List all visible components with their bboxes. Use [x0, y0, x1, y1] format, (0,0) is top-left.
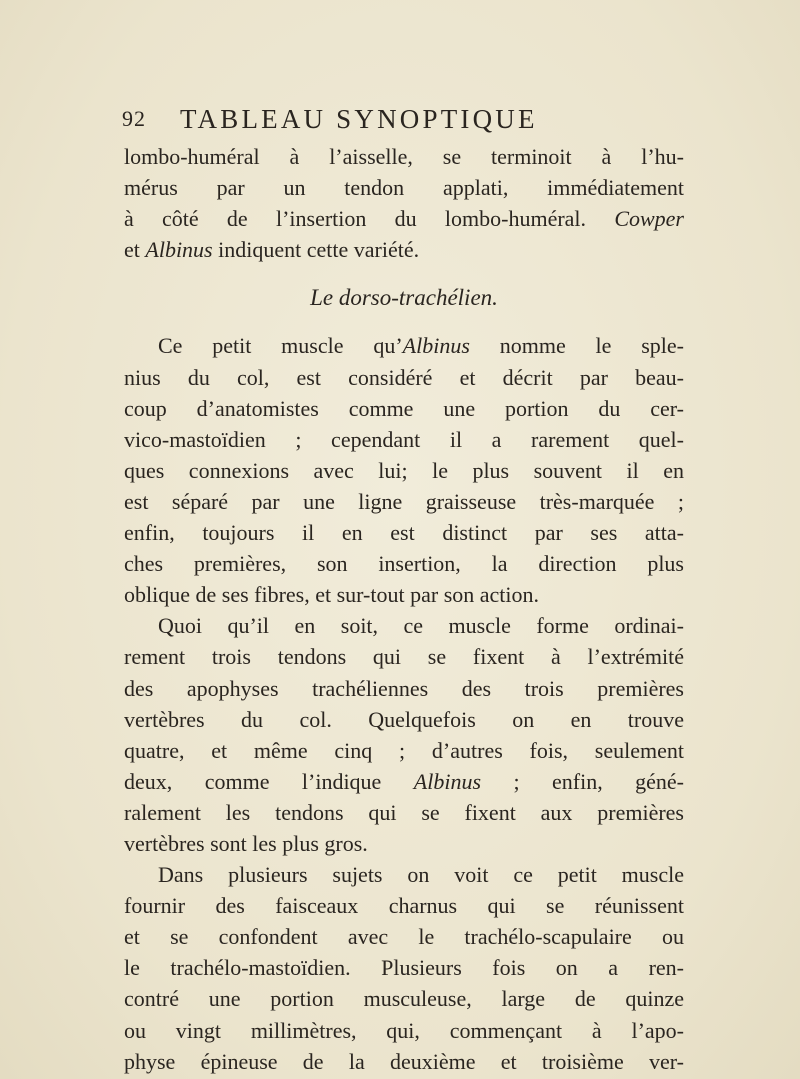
text-line: Quoi qu’il en soit, ce muscle forme ordinai-	[158, 613, 684, 639]
text-line: des apophyses trachéliennes des trois premières	[124, 675, 684, 701]
text-line: ches premières, son insertion, la direction plus	[124, 551, 684, 577]
page-header	[122, 104, 682, 140]
text-line: vertèbres du col. Quelquefois on en trouve	[124, 706, 684, 732]
text-line: oblique de ses fibres, et sur-tout par son action.	[124, 582, 540, 608]
text-line: quatre, et même cinq ; d’autres fois, seulement	[124, 737, 684, 763]
section-heading: Le dorso-trachélien.	[310, 285, 498, 311]
text-line: vertèbres sont les plus gros.	[124, 830, 368, 856]
text-line: est séparé par une ligne graisseuse très-marquée ;	[124, 488, 684, 514]
text-line: et Albinus indiquent cette variété.	[124, 237, 420, 263]
text-line: ralement les tendons qui se fixent aux premières	[124, 799, 684, 825]
text-line: le trachélo-mastoïdien. Plusieurs fois on a ren-	[124, 955, 684, 981]
text-line: à côté de l’insertion du lombo-huméral. Cowper	[124, 206, 684, 232]
body-text	[124, 141, 684, 1077]
text-line: physe épineuse de la deuxième et troisième ver-	[124, 1048, 684, 1074]
text-line: contré une portion musculeuse, large de quinze	[124, 986, 684, 1012]
text-line: enfin, toujours il en est distinct par ses atta-	[124, 520, 684, 546]
text-line: fournir des faisceaux charnus qui se réunissent	[124, 893, 684, 919]
text-line: Ce petit muscle qu’Albinus nomme le sple-	[158, 333, 684, 359]
running-title: TABLEAU SYNOPTIQUE	[180, 104, 538, 134]
text-line: deux, comme l’indique Albinus ; enfin, géné-	[124, 768, 685, 794]
text-line: coup d’anatomistes comme une portion du cer-	[124, 395, 684, 421]
page-number: 92	[122, 106, 146, 131]
text-line: mérus par un tendon applati, immédiatement	[124, 175, 684, 201]
text-line: ques connexions avec lui; le plus souvent il en	[124, 457, 684, 483]
text-line: nius du col, est considéré et décrit par beau-	[124, 364, 684, 390]
text-line: et se confondent avec le trachélo-scapulaire ou	[124, 924, 684, 950]
text-line: Dans plusieurs sujets on voit ce petit muscle	[158, 862, 684, 888]
text-line: rement trois tendons qui se fixent à l’extrémité	[124, 644, 684, 670]
text-line: vico-mastoïdien ; cependant il a rarement quel-	[124, 426, 684, 452]
text-line: ou vingt millimètres, qui, commençant à l’apo-	[124, 1017, 684, 1043]
text-line: lombo-huméral à l’aisselle, se terminoit à l’hu-	[124, 144, 684, 169]
